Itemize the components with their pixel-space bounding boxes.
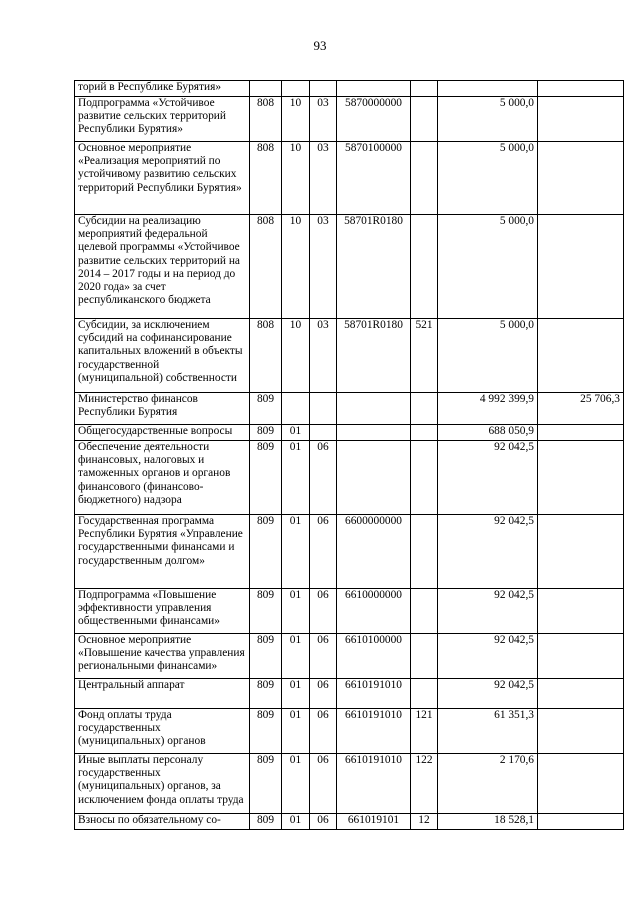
- subsection-code-cell: 03: [310, 319, 337, 393]
- amount-cell: 5 000,0: [438, 142, 538, 215]
- target-article-cell: 5870100000: [337, 142, 411, 215]
- row-name-cell: Субсидии, за исключением субсидий на софинансирование капитальных вложений в объекты государственной (муниципальной) собственности: [75, 319, 250, 393]
- row-name-cell: Общегосударственные вопросы: [75, 425, 250, 441]
- amount-cell: 2 170,6: [438, 754, 538, 814]
- federal-amount-cell: [538, 142, 624, 215]
- ministry-code-cell: 808: [250, 142, 282, 215]
- federal-amount-cell: [538, 754, 624, 814]
- section-code-cell: 10: [282, 142, 310, 215]
- ministry-code-cell: 809: [250, 634, 282, 679]
- subsection-code-cell: [310, 425, 337, 441]
- federal-amount-cell: [538, 679, 624, 709]
- subsection-code-cell: 03: [310, 142, 337, 215]
- table-row: [75, 393, 624, 425]
- table-row: [75, 81, 624, 97]
- amount-cell: 61 351,3: [438, 709, 538, 754]
- row-name-cell: Иные выплаты персоналу государственных (муниципальных) органов, за исключением фонда оплаты труда: [75, 754, 250, 814]
- subsection-code-cell: 06: [310, 515, 337, 589]
- target-article-cell: 58701R0180: [337, 319, 411, 393]
- expense-type-cell: 521: [411, 319, 438, 393]
- target-article-cell: [337, 393, 411, 425]
- row-name-cell: Министерство финансов Республики Бурятия: [75, 393, 250, 425]
- table-row: [75, 425, 624, 441]
- federal-amount-cell: 25 706,3: [538, 393, 624, 425]
- amount-cell: 4 992 399,9: [438, 393, 538, 425]
- row-name-cell: Подпрограмма «Устойчивое развитие сельских территорий Республики Бурятия»: [75, 97, 250, 142]
- section-code-cell: [282, 393, 310, 425]
- section-code-cell: 01: [282, 441, 310, 515]
- expense-type-cell: [411, 515, 438, 589]
- table-row: [75, 589, 624, 634]
- subsection-code-cell: 06: [310, 634, 337, 679]
- section-code-cell: 01: [282, 754, 310, 814]
- subsection-code-cell: 06: [310, 754, 337, 814]
- amount-cell: 92 042,5: [438, 634, 538, 679]
- amount-cell: 5 000,0: [438, 97, 538, 142]
- expense-type-cell: [411, 679, 438, 709]
- expense-type-cell: [411, 634, 438, 679]
- row-name-cell: Подпрограмма «Повышение эффективности управления общественными финансами»: [75, 589, 250, 634]
- amount-cell: 5 000,0: [438, 215, 538, 319]
- table-row: [75, 142, 624, 215]
- section-code-cell: 01: [282, 425, 310, 441]
- section-code-cell: 10: [282, 319, 310, 393]
- ministry-code-cell: 809: [250, 679, 282, 709]
- target-article-cell: 6610100000: [337, 634, 411, 679]
- row-name-cell: Обеспечение деятельности финансовых, налоговых и таможенных органов и органов финансового (финансово-бюджетного) надзора: [75, 441, 250, 515]
- section-code-cell: [282, 81, 310, 97]
- federal-amount-cell: [538, 589, 624, 634]
- target-article-cell: 6600000000: [337, 515, 411, 589]
- subsection-code-cell: 03: [310, 215, 337, 319]
- amount-cell: 92 042,5: [438, 679, 538, 709]
- federal-amount-cell: [538, 709, 624, 754]
- table-row: [75, 634, 624, 679]
- row-name-cell: Субсидии на реализацию мероприятий федеральной целевой программы «Устойчивое развитие сельских территорий на 2014 – 2017 годы и на период до 2020 года» за счет республиканского бюджета: [75, 215, 250, 319]
- target-article-cell: 661019101: [337, 814, 411, 830]
- row-name-cell: Основное мероприятие «Повышение качества управления региональными финансами»: [75, 634, 250, 679]
- ministry-code-cell: 808: [250, 319, 282, 393]
- table-row: [75, 754, 624, 814]
- row-name-cell: Основное мероприятие «Реализация мероприятий по устойчивому развитию сельских территорий Республики Бурятия»: [75, 142, 250, 215]
- federal-amount-cell: [538, 441, 624, 515]
- ministry-code-cell: 808: [250, 97, 282, 142]
- expense-type-cell: 121: [411, 709, 438, 754]
- subsection-code-cell: 06: [310, 589, 337, 634]
- target-article-cell: [337, 81, 411, 97]
- ministry-code-cell: 809: [250, 589, 282, 634]
- target-article-cell: 6610191010: [337, 754, 411, 814]
- row-name-cell: Фонд оплаты труда государственных (муниципальных) органов: [75, 709, 250, 754]
- section-code-cell: 01: [282, 634, 310, 679]
- target-article-cell: 5870000000: [337, 97, 411, 142]
- federal-amount-cell: [538, 814, 624, 830]
- federal-amount-cell: [538, 215, 624, 319]
- section-code-cell: 10: [282, 97, 310, 142]
- target-article-cell: 6610191010: [337, 709, 411, 754]
- amount-cell: 688 050,9: [438, 425, 538, 441]
- expense-type-cell: 12: [411, 814, 438, 830]
- page-number: 93: [313, 38, 327, 53]
- table-row: [75, 814, 624, 830]
- ministry-code-cell: 809: [250, 441, 282, 515]
- federal-amount-cell: [538, 97, 624, 142]
- subsection-code-cell: 06: [310, 709, 337, 754]
- federal-amount-cell: [538, 81, 624, 97]
- table-row: [75, 441, 624, 515]
- budget-table: [74, 80, 624, 830]
- amount-cell: 92 042,5: [438, 589, 538, 634]
- row-name-cell: торий в Республике Бурятия»: [75, 81, 250, 97]
- subsection-code-cell: [310, 393, 337, 425]
- expense-type-cell: [411, 215, 438, 319]
- ministry-code-cell: 809: [250, 754, 282, 814]
- ministry-code-cell: 809: [250, 709, 282, 754]
- table-row: [75, 515, 624, 589]
- table-row: [75, 215, 624, 319]
- section-code-cell: 01: [282, 709, 310, 754]
- ministry-code-cell: 809: [250, 814, 282, 830]
- section-code-cell: 10: [282, 215, 310, 319]
- target-article-cell: [337, 425, 411, 441]
- section-code-cell: 01: [282, 515, 310, 589]
- expense-type-cell: [411, 425, 438, 441]
- section-code-cell: 01: [282, 589, 310, 634]
- row-name-cell: Государственная программа Республики Бурятия «Управление государственными финансами и государственным долгом»: [75, 515, 250, 589]
- ministry-code-cell: [250, 81, 282, 97]
- amount-cell: 18 528,1: [438, 814, 538, 830]
- table-row: [75, 679, 624, 709]
- subsection-code-cell: 06: [310, 679, 337, 709]
- row-name-cell: Центральный аппарат: [75, 679, 250, 709]
- subsection-code-cell: 06: [310, 441, 337, 515]
- expense-type-cell: [411, 81, 438, 97]
- ministry-code-cell: 808: [250, 215, 282, 319]
- table-row: [75, 319, 624, 393]
- amount-cell: 92 042,5: [438, 441, 538, 515]
- expense-type-cell: [411, 393, 438, 425]
- expense-type-cell: [411, 589, 438, 634]
- target-article-cell: 6610000000: [337, 589, 411, 634]
- federal-amount-cell: [538, 425, 624, 441]
- ministry-code-cell: 809: [250, 515, 282, 589]
- target-article-cell: 58701R0180: [337, 215, 411, 319]
- ministry-code-cell: 809: [250, 425, 282, 441]
- federal-amount-cell: [538, 319, 624, 393]
- target-article-cell: 6610191010: [337, 679, 411, 709]
- section-code-cell: 01: [282, 814, 310, 830]
- expense-type-cell: [411, 142, 438, 215]
- expense-type-cell: [411, 97, 438, 142]
- amount-cell: [438, 81, 538, 97]
- ministry-code-cell: 809: [250, 393, 282, 425]
- section-code-cell: 01: [282, 679, 310, 709]
- table-row: [75, 709, 624, 754]
- subsection-code-cell: 06: [310, 814, 337, 830]
- expense-type-cell: [411, 441, 438, 515]
- row-name-cell: Взносы по обязательному со-: [75, 814, 250, 830]
- amount-cell: 5 000,0: [438, 319, 538, 393]
- federal-amount-cell: [538, 634, 624, 679]
- target-article-cell: [337, 441, 411, 515]
- subsection-code-cell: 03: [310, 97, 337, 142]
- federal-amount-cell: [538, 515, 624, 589]
- amount-cell: 92 042,5: [438, 515, 538, 589]
- table-row: [75, 97, 624, 142]
- subsection-code-cell: [310, 81, 337, 97]
- expense-type-cell: 122: [411, 754, 438, 814]
